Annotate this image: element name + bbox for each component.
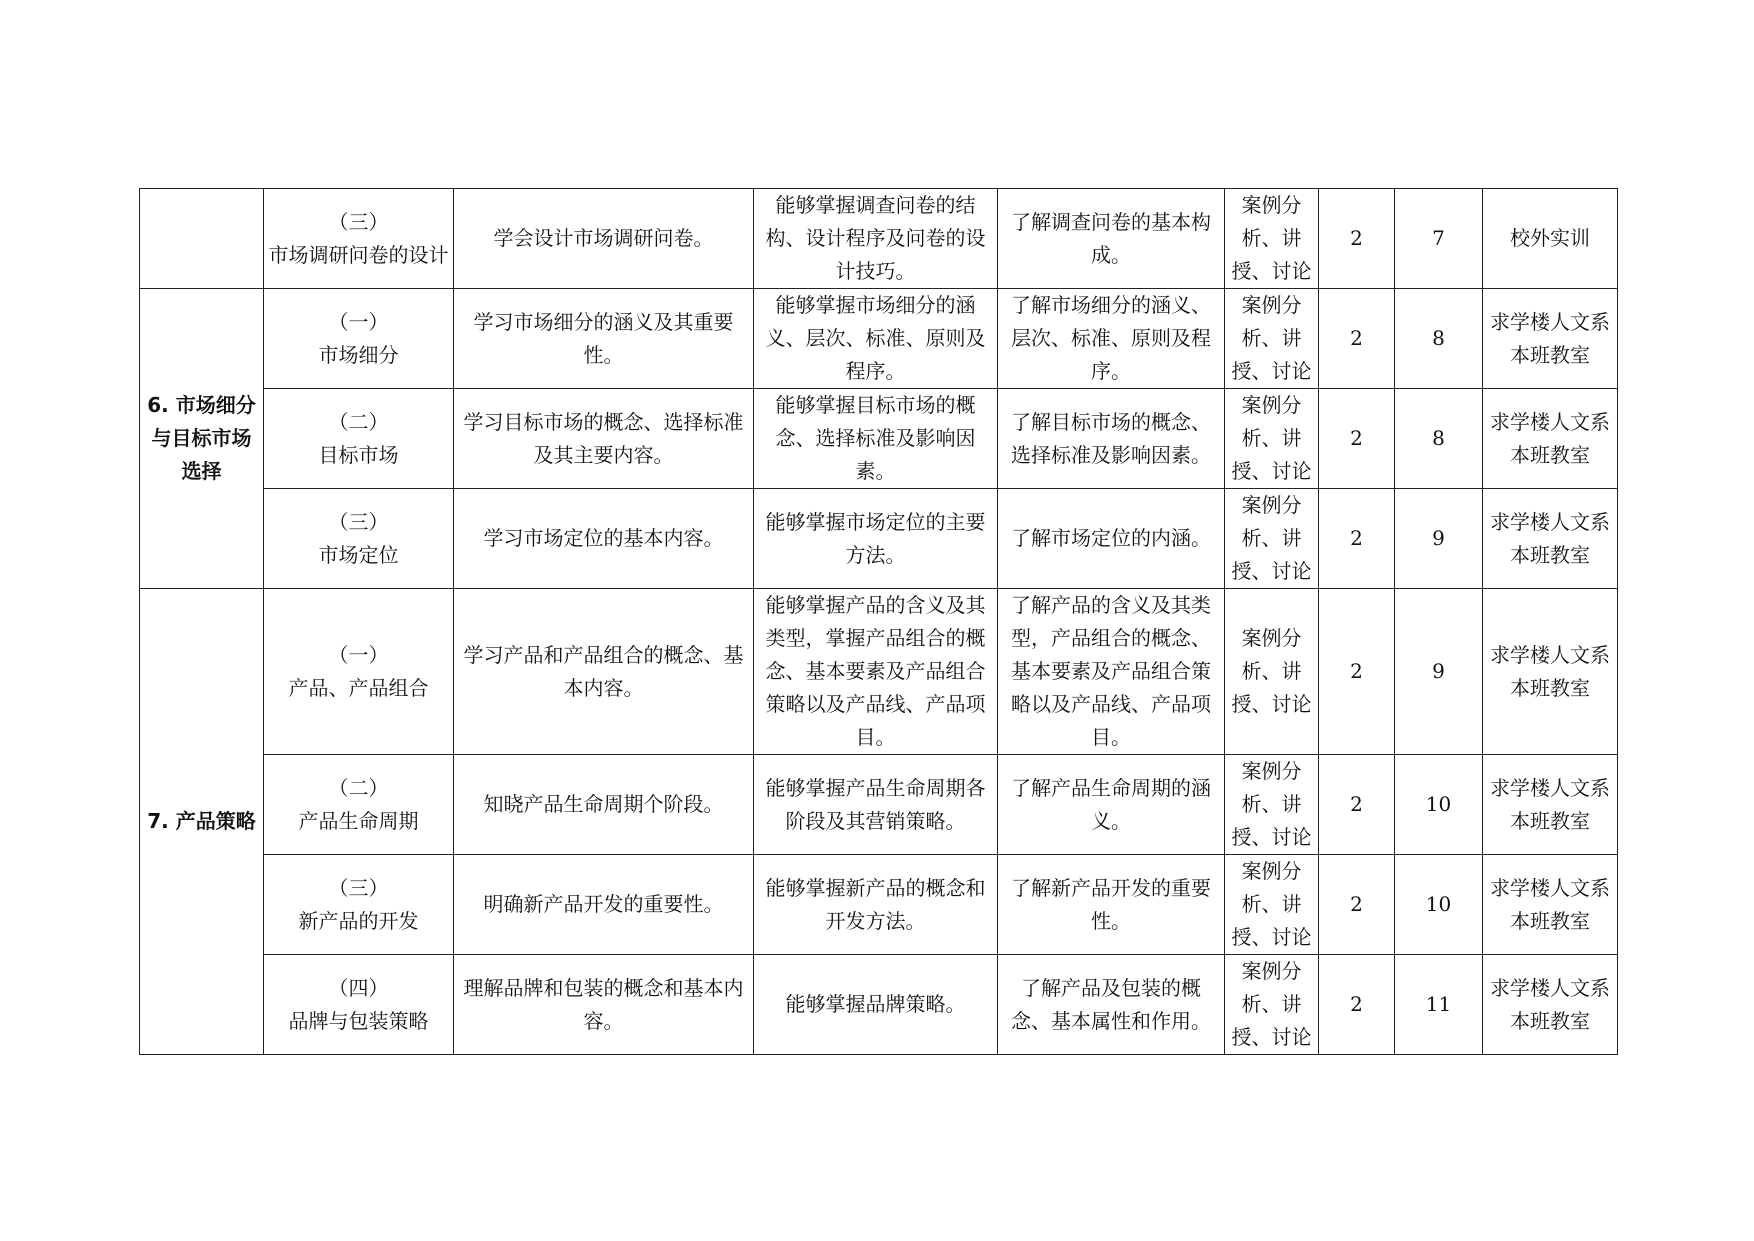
section-number: （三） bbox=[328, 209, 389, 234]
location-cell: 校外实训 bbox=[1483, 189, 1618, 289]
chapter-cell bbox=[140, 189, 264, 289]
hours-cell: 2 bbox=[1319, 289, 1395, 389]
knowledge-cell: 了解目标市场的概念、选择标准及影响因素。 bbox=[998, 389, 1225, 489]
section-cell bbox=[264, 189, 454, 289]
week-cell: 10 bbox=[1395, 755, 1483, 855]
content-cell: 知晓产品生命周期个阶段。 bbox=[454, 755, 754, 855]
location-cell: 求学楼人文系本班教室 bbox=[1483, 755, 1618, 855]
section-title: 产品、产品组合 bbox=[288, 675, 429, 700]
hours-cell: 2 bbox=[1319, 389, 1395, 489]
chapter-cell: 6. 市场细分与目标市场选择 bbox=[140, 289, 264, 589]
week-cell: 8 bbox=[1395, 389, 1483, 489]
section-title: 市场细分 bbox=[318, 342, 399, 367]
week-cell: 11 bbox=[1395, 955, 1483, 1055]
section-number: （一） bbox=[328, 309, 389, 334]
section-title: 市场调研问卷的设计 bbox=[268, 242, 449, 267]
week-cell: 9 bbox=[1395, 589, 1483, 755]
section-number: （二） bbox=[328, 409, 389, 434]
table-row bbox=[140, 289, 1618, 389]
method-cell: 案例分析、讲授、讨论 bbox=[1225, 955, 1319, 1055]
skill-cell: 能够掌握市场定位的主要方法。 bbox=[754, 489, 998, 589]
method-cell: 案例分析、讲授、讨论 bbox=[1225, 389, 1319, 489]
table-row bbox=[140, 755, 1618, 855]
knowledge-cell: 了解市场定位的内涵。 bbox=[998, 489, 1225, 589]
skill-cell: 能够掌握产品的含义及其类型，掌握产品组合的概念、基本要素及产品组合策略以及产品线、产品项目。 bbox=[754, 589, 998, 755]
skill-cell: 能够掌握新产品的概念和开发方法。 bbox=[754, 855, 998, 955]
table-row bbox=[140, 489, 1618, 589]
section-number: （三） bbox=[328, 875, 389, 900]
method-cell: 案例分析、讲授、讨论 bbox=[1225, 589, 1319, 755]
knowledge-cell: 了解产品生命周期的涵义。 bbox=[998, 755, 1225, 855]
method-cell: 案例分析、讲授、讨论 bbox=[1225, 289, 1319, 389]
content-cell: 学会设计市场调研问卷。 bbox=[454, 189, 754, 289]
content-cell: 学习市场定位的基本内容。 bbox=[454, 489, 754, 589]
chapter-cell: 7. 产品策略 bbox=[140, 589, 264, 1055]
section-number: （三） bbox=[328, 509, 389, 534]
section-number: （二） bbox=[328, 775, 389, 800]
section-title: 目标市场 bbox=[318, 442, 399, 467]
skill-cell: 能够掌握品牌策略。 bbox=[754, 955, 998, 1055]
table-row bbox=[140, 589, 1618, 755]
syllabus-table bbox=[139, 188, 1618, 1055]
week-cell: 10 bbox=[1395, 855, 1483, 955]
skill-cell: 能够掌握产品生命周期各阶段及其营销策略。 bbox=[754, 755, 998, 855]
location-cell: 求学楼人文系本班教室 bbox=[1483, 489, 1618, 589]
table-row bbox=[140, 389, 1618, 489]
location-cell: 求学楼人文系本班教室 bbox=[1483, 589, 1618, 755]
hours-cell: 2 bbox=[1319, 955, 1395, 1055]
week-cell: 8 bbox=[1395, 289, 1483, 389]
method-cell: 案例分析、讲授、讨论 bbox=[1225, 489, 1319, 589]
skill-cell: 能够掌握调查问卷的结构、设计程序及问卷的设计技巧。 bbox=[754, 189, 998, 289]
section-cell bbox=[264, 755, 454, 855]
hours-cell: 2 bbox=[1319, 189, 1395, 289]
section-title: 产品生命周期 bbox=[298, 808, 419, 833]
section-cell bbox=[264, 955, 454, 1055]
content-cell: 学习目标市场的概念、选择标准及其主要内容。 bbox=[454, 389, 754, 489]
section-title: 市场定位 bbox=[318, 542, 399, 567]
location-cell: 求学楼人文系本班教室 bbox=[1483, 289, 1618, 389]
skill-cell: 能够掌握目标市场的概念、选择标准及影响因素。 bbox=[754, 389, 998, 489]
method-cell: 案例分析、讲授、讨论 bbox=[1225, 755, 1319, 855]
week-cell: 7 bbox=[1395, 189, 1483, 289]
content-cell: 学习产品和产品组合的概念、基本内容。 bbox=[454, 589, 754, 755]
location-cell: 求学楼人文系本班教室 bbox=[1483, 955, 1618, 1055]
table-row bbox=[140, 955, 1618, 1055]
knowledge-cell: 了解市场细分的涵义、层次、标准、原则及程序。 bbox=[998, 289, 1225, 389]
section-number: （四） bbox=[328, 975, 389, 1000]
week-cell: 9 bbox=[1395, 489, 1483, 589]
hours-cell: 2 bbox=[1319, 855, 1395, 955]
knowledge-cell: 了解调查问卷的基本构成。 bbox=[998, 189, 1225, 289]
hours-cell: 2 bbox=[1319, 589, 1395, 755]
section-title: 新产品的开发 bbox=[298, 908, 419, 933]
hours-cell: 2 bbox=[1319, 755, 1395, 855]
table-row bbox=[140, 855, 1618, 955]
knowledge-cell: 了解产品及包装的概念、基本属性和作用。 bbox=[998, 955, 1225, 1055]
content-cell: 理解品牌和包装的概念和基本内容。 bbox=[454, 955, 754, 1055]
section-number: （一） bbox=[328, 642, 389, 667]
section-cell bbox=[264, 589, 454, 755]
location-cell: 求学楼人文系本班教室 bbox=[1483, 855, 1618, 955]
hours-cell: 2 bbox=[1319, 489, 1395, 589]
method-cell: 案例分析、讲授、讨论 bbox=[1225, 855, 1319, 955]
content-cell: 明确新产品开发的重要性。 bbox=[454, 855, 754, 955]
skill-cell: 能够掌握市场细分的涵义、层次、标准、原则及程序。 bbox=[754, 289, 998, 389]
knowledge-cell: 了解产品的含义及其类型，产品组合的概念、基本要素及产品组合策略以及产品线、产品项目。 bbox=[998, 589, 1225, 755]
section-cell bbox=[264, 489, 454, 589]
location-cell: 求学楼人文系本班教室 bbox=[1483, 389, 1618, 489]
content-cell: 学习市场细分的涵义及其重要性。 bbox=[454, 289, 754, 389]
section-cell bbox=[264, 289, 454, 389]
table-body bbox=[140, 189, 1618, 1055]
knowledge-cell: 了解新产品开发的重要性。 bbox=[998, 855, 1225, 955]
method-cell: 案例分析、讲授、讨论 bbox=[1225, 189, 1319, 289]
section-cell bbox=[264, 855, 454, 955]
section-cell bbox=[264, 389, 454, 489]
section-title: 品牌与包装策略 bbox=[288, 1008, 429, 1033]
table-row bbox=[140, 189, 1618, 289]
